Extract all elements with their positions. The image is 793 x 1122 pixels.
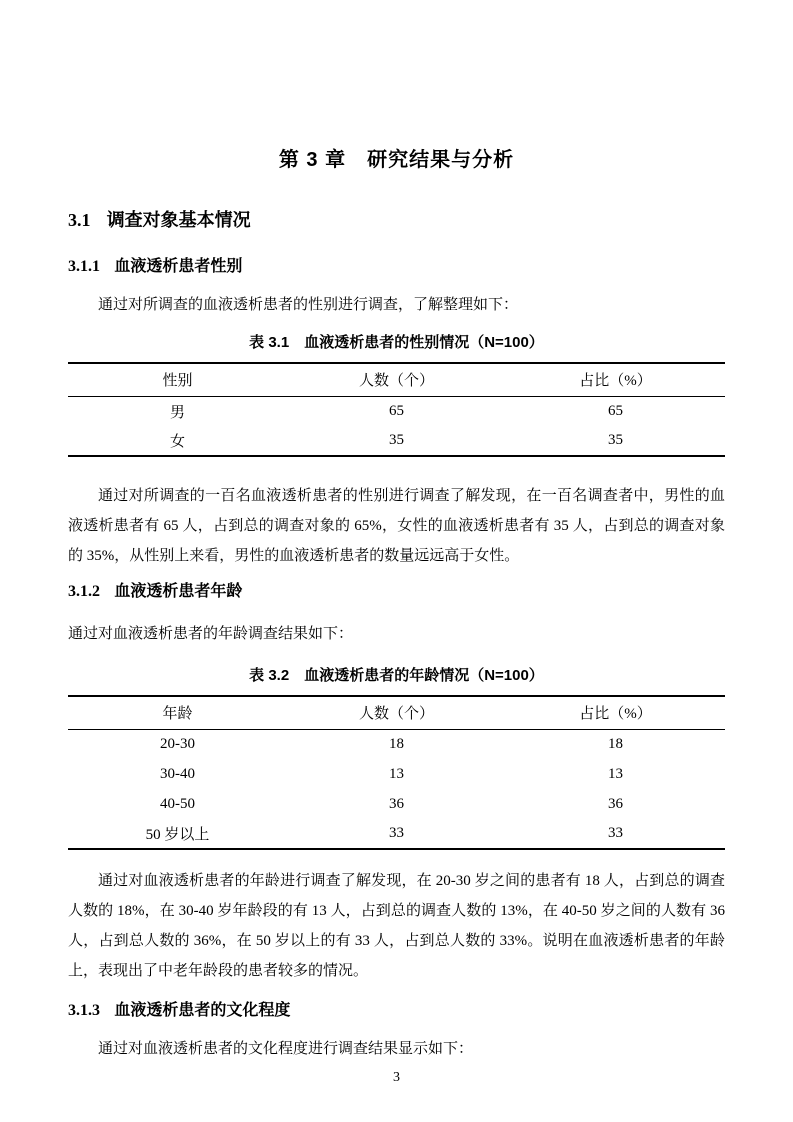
- table-row: [68, 396, 725, 426]
- table-3-2-caption: 表 3.2 血液透析患者的年龄情况（N=100）: [249, 667, 544, 684]
- data-cell: 36: [608, 795, 623, 812]
- data-cell: 20-30: [160, 735, 195, 752]
- data-cell: 35: [608, 432, 623, 448]
- data-cell: 36: [389, 795, 404, 812]
- data-cell: 13: [389, 765, 404, 782]
- table-header-row: [68, 696, 725, 729]
- paragraph-age-analysis: 通过对血液透析患者的年龄进行调查了解发现，在 20-30 岁之间的患者有 18 人，占到总的调查人数的 18%，在 30-40 岁年龄段的有 13 人，占到总的调查人数的 13%，在 40-50 岁之间的人数有 36 人，占到总人数的 36%，在 50 岁以上的有 33 人，占到总人数的 33%。说明在血液透析患者的年龄上，表现出了中老年龄段的患者较多的情况。: [68, 873, 725, 979]
- data-cell: 女: [169, 434, 185, 450]
- table-row: [68, 819, 725, 849]
- data-cell: 33: [608, 825, 623, 841]
- section-label: 血液透析患者年龄: [114, 583, 243, 600]
- section-heading-3-1-2: [68, 581, 725, 603]
- header-cell: 性别: [68, 363, 287, 396]
- section-label: 血液透析患者的文化程度: [114, 1002, 291, 1019]
- data-cell: 65: [389, 402, 404, 419]
- header-cell: 占比（%）: [506, 696, 725, 729]
- table-header-row: [68, 363, 725, 396]
- paragraph-age-intro: 通过对血液透析患者的年龄调查结果如下：: [68, 626, 354, 642]
- section-heading-3-1-1: [68, 256, 725, 278]
- header-cell: 年龄: [68, 696, 287, 729]
- page-number: 3: [393, 1070, 400, 1085]
- section-heading-3-1-3: [68, 1000, 725, 1022]
- data-cell: 18: [389, 735, 404, 752]
- section-label: 调查对象基本情况: [106, 210, 251, 230]
- section-heading-3-1: [68, 208, 725, 232]
- section-number: 3.1.1: [68, 258, 100, 275]
- data-cell: 18: [608, 735, 623, 752]
- paragraph-gender-intro: 通过对所调查的血液透析患者的性别进行调查，了解整理如下：: [98, 297, 519, 313]
- table-row: [68, 729, 725, 759]
- table-row: [68, 759, 725, 789]
- data-cell: 50 岁以上: [145, 827, 210, 843]
- header-cell: 占比（%）: [506, 363, 725, 396]
- data-cell: 33: [389, 825, 404, 841]
- header-cell: 人数（个）: [287, 696, 506, 729]
- chapter-title: 第 3 章 研究结果与分析: [278, 149, 515, 171]
- paragraph-education-intro: 通过对血液透析患者的文化程度进行调查结果显示如下：: [98, 1041, 474, 1057]
- table-3-1-caption: 表 3.1 血液透析患者的性别情况（N=100）: [249, 334, 544, 351]
- table-3-1: [68, 362, 725, 457]
- paragraph-gender-analysis: 通过对所调查的一百名血液透析患者的性别进行调查了解发现，在一百名调查者中，男性的血液透析患者有 65 人，占到总的调查对象的 65%，女性的血液透析患者有 35 人，占到总的调查对象的 35%，从性别上来看，男性的血液透析患者的数量远远高于女性。: [68, 488, 725, 564]
- data-cell: 40-50: [160, 795, 195, 812]
- table-3-2: [68, 695, 725, 850]
- section-number: 3.1.3: [68, 1002, 100, 1019]
- data-cell: 30-40: [160, 765, 195, 782]
- section-label: 血液透析患者性别: [114, 258, 243, 275]
- table-row: [68, 426, 725, 456]
- section-number: 3.1.2: [68, 583, 100, 600]
- header-cell: 人数（个）: [287, 363, 506, 396]
- section-number: 3.1: [68, 210, 91, 230]
- data-cell: 13: [608, 765, 623, 782]
- data-cell: 男: [169, 404, 185, 421]
- data-cell: 35: [389, 432, 404, 448]
- table-row: [68, 789, 725, 819]
- data-cell: 65: [608, 402, 623, 419]
